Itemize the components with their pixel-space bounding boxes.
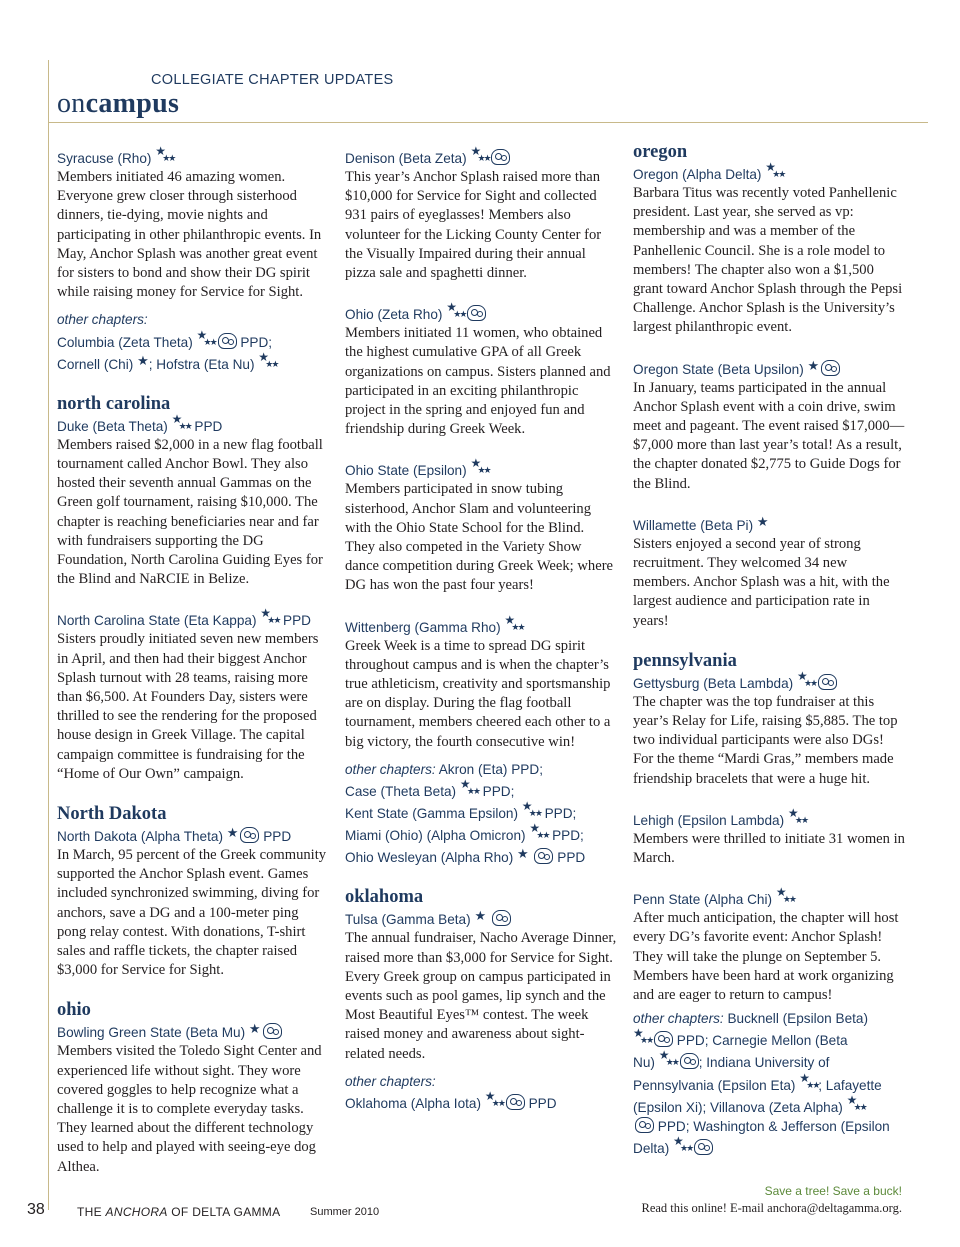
star-icon: ★: [756, 514, 769, 530]
stars-icon: ★ ★★: [658, 1048, 678, 1069]
star-icon: ★: [248, 1022, 261, 1038]
face-icon: [467, 305, 486, 321]
face-icon: [491, 149, 510, 165]
stars-icon: ★ ★★: [521, 799, 541, 820]
page-title: [57, 88, 179, 120]
stars-icon: ★ ★★: [787, 805, 808, 826]
chapter-heading: Wittenberg (Gamma Rho) ★ ★★: [345, 612, 524, 635]
chapter-body: Sisters proudly initiated seven new members in April, and then had their biggest Anchor Splash turnout with 28 teams, raising more than $6,500. At Founders Day, sisters were thrilled to see the rendering for the proposed house design in Greek Village. The capital campaign committee is fundraising for the “Home of Our Own” campaign.: [57, 631, 319, 782]
stars-icon: ★ ★★: [470, 144, 490, 164]
chapter-body: After much anticipation, the chapter will host every DG’s favorite event: Anchor Splash! They will take the plunge on September 5. Members have been hard at work organizing and are eager to return to campus!: [633, 910, 899, 1004]
stars-icon: ★ ★★: [196, 327, 216, 348]
face-icon: [240, 827, 259, 843]
star-icon: ★: [517, 847, 529, 863]
face-icon: [680, 1053, 699, 1069]
chapter-body: Members initiated 46 amazing women. Everyone grew closer through sisterhood dinners, tie-dying, movie nights and participating in other philanthropic events. In May, Anchor Splash was another great event for sisters to bond and show their DG spirit while raising money for Service for Sight.: [57, 169, 322, 301]
state-heading: pennsylvania: [633, 650, 737, 671]
title-bold: campus: [85, 88, 180, 119]
chapter-heading: Denison (Beta Zeta) ★ ★★: [345, 146, 617, 168]
state-heading: north carolina: [57, 393, 171, 414]
face-icon: [818, 674, 837, 690]
other-chapters: other chapters: Oklahoma (Alpha Iota) ★ ★★ PPD: [345, 1073, 557, 1111]
chapter-body: Greek Week is a time to spread DG spirit throughout campus and is when the chapter’s true athleticism, creativity and sportsmanship are on display. During the flag football tournament, members cheered each other to a big victory, the fourth consecutive win!: [345, 637, 611, 750]
issue-date: Summer 2010: [310, 1206, 380, 1218]
chapter-heading: Lehigh (Epsilon Lambda) ★ ★★: [633, 805, 808, 828]
face-icon: [218, 333, 237, 349]
chapter-heading: Ohio State (Epsilon) ★ ★★: [345, 456, 490, 479]
save-tree-note: Save a tree! Save a buck!: [764, 1184, 902, 1198]
chapter-body: The chapter was the top fundraiser at this year’s Relay for Life, raising $5,885. The top two individual participants were also DGs! For the theme “Mardi Gras,” members made friendship bracelets that were a huge hit.: [633, 693, 898, 787]
chapter-body: Members visited the Toledo Sight Center and experienced life without sight. They wore covered goggles to help recognize what a challenge it is to complete everyday tasks. They learned about the different technology used to help and played with seeing-eye dog Althea.: [57, 1043, 322, 1175]
stars-icon: ★ ★★: [470, 456, 490, 477]
chapter-heading: Ohio (Zeta Rho) ★ ★★: [345, 302, 617, 324]
stars-icon: ★ ★★: [484, 1088, 504, 1109]
chapter-heading: Oregon (Alpha Delta) ★ ★★: [633, 160, 785, 182]
chapter-heading: North Dakota (Alpha Theta) ★ PPD: [57, 825, 292, 844]
chapter-body: This year’s Anchor Splash raised more than $10,000 for Service for Sight and collected 931 pairs of eyeglasses! Members also volunteer for the Licking County Center for the Visually Impaired during their annual pizza sale and spaghetti dinner.: [345, 169, 602, 282]
chapter-heading: Oregon State (Beta Upsilon) ★: [633, 357, 905, 379]
stars-icon: ★ ★★: [446, 300, 466, 321]
column-2: [345, 142, 617, 1113]
stars-icon: ★ ★★: [765, 160, 785, 180]
face-icon: [263, 1023, 282, 1039]
chapter-body: Sisters enjoyed a second year of strong recruitment. They welcomed 34 new members. Anchor Splash was a hit, with the largest audience and participation rate in years!: [633, 535, 890, 629]
chapter-body: Members participated in snow tubing sisterhood, Anchor Slam and volunteering with the Ohio State School for the Blind. They also competed in the Variety Show dance competition during Greek Week; where DG has won the past four years!: [345, 481, 614, 594]
state-heading: oklahoma: [345, 887, 424, 908]
header-rule: [48, 122, 928, 123]
other-chapters: other chapters: Akron (Eta) PPD; Case (Theta Beta) ★ ★★ PPD; Kent State (Gamma Epsilon) ★ ★★ PPD; Miami (Ohio) (Alpha Omicron) ★ ★★ PPD; Ohio Wesleyan (Alpha Rho) ★ PPD: [345, 761, 586, 866]
other-chapters: other chapters: Bucknell (Epsilon Beta) ★ ★★ PPD; Carnegie Mellon (Beta Nu) ★ ★★ ; Indiana University of Pennsylvania (Epsilon Eta) ★ ★★ ; Lafayette (Epsilon Xi); Villanova (Zeta Alpha) ★ ★★ PPD; Washington & Jefferson (Epsilon Delta) ★ ★★: [633, 1011, 890, 1156]
chapter-body: Members raised $2,000 in a new flag football tournament called Anchor Bowl. They also hosted their seventh annual Gammas on the Green golf tournament, raising $10,000. The chapter is reaching beneficiaries near and far with fundraisers supporting the DG Foundation, North Carolina Guiding Eyes for the Blind and NaRCIE in Belize.: [57, 436, 323, 588]
stars-icon: ★ ★★: [155, 144, 175, 164]
column-3: [633, 142, 905, 1158]
chapter-body: Members were thrilled to initiate 31 women in March.: [633, 830, 905, 867]
face-icon: [635, 1117, 654, 1133]
face-icon: [506, 1094, 525, 1110]
state-heading: ohio: [57, 1000, 91, 1021]
face-icon: [654, 1031, 673, 1047]
stars-icon: ★ ★★: [846, 1092, 866, 1113]
stars-icon: ★ ★★: [796, 668, 817, 689]
stars-icon: ★ ★★: [775, 885, 795, 906]
title-light: on: [57, 88, 86, 119]
chapter-heading: Syracuse (Rho) ★ ★★: [57, 144, 175, 166]
stars-icon: ★ ★★: [459, 776, 479, 797]
column-1: [57, 142, 329, 1177]
state-heading: North Dakota: [57, 803, 167, 824]
face-icon: [821, 360, 840, 376]
chapter-heading: Bowling Green State (Beta Mu) ★: [57, 1020, 329, 1042]
star-icon: ★: [807, 358, 820, 374]
stars-icon: ★ ★★: [529, 821, 549, 842]
stars-icon: ★ ★★: [171, 411, 191, 432]
chapter-body: In January, teams participated in the annual Anchor Splash event with a coin drive, swim meet and pageant. The event raised $17,000—$7,000 more than last year’s total! As a result, the chapter donated $2,775 to Guide Dogs for the Blind.: [633, 379, 905, 492]
star-icon: ★: [474, 909, 487, 925]
face-icon: [492, 910, 511, 926]
chapter-body: Members initiated 11 women, who obtained the highest cumulative GPA of all Greek organizations on campus. Sisters planned and participated in an exciting philanthropic project in the spring and enjoyed fun and friendship during Greek Week.: [345, 325, 611, 438]
chapter-heading: Penn State (Alpha Chi) ★ ★★: [633, 885, 795, 908]
stars-icon: ★ ★★: [633, 1026, 653, 1047]
stars-icon: ★ ★★: [799, 1070, 819, 1091]
page-number: 38: [27, 1201, 45, 1218]
chapter-heading: Willamette (Beta Pi) ★: [633, 514, 769, 533]
face-icon: [694, 1139, 713, 1155]
chapter-heading: Tulsa (Gamma Beta) ★: [345, 907, 617, 929]
magazine-name: THE ANCHORA OF DELTA GAMMA: [77, 1205, 281, 1219]
chapter-body: Barbara Titus was recently voted Panhellenic president. Last year, she served as vp: membership and was a member of the Panhellenic Council. She is a role model to members! The chapter also won a $1,500 grant toward Anchor Splash through the Pepsi Challenge. Anchor Splash is the University’s largest philanthropic event.: [633, 185, 903, 336]
face-icon: [534, 848, 553, 864]
chapter-heading: Duke (Beta Theta) ★ ★★ PPD: [57, 411, 223, 434]
stars-icon: ★ ★★: [258, 349, 278, 370]
chapter-heading: Gettysburg (Beta Lambda) ★ ★★: [633, 671, 905, 693]
chapter-body: The annual fundraiser, Nacho Average Dinner, raised more than $3,000 for Service for Sight. Every Greek group on campus participated in events such as pool games, lip synch and the Most Beautiful Eyes™ contest. The week raised money and awareness about sight-related needs.: [345, 930, 617, 1062]
stars-icon: ★ ★★: [504, 612, 524, 633]
chapter-heading: North Carolina State (Eta Kappa) ★ ★★ PPD: [57, 606, 311, 629]
stars-icon: ★ ★★: [260, 606, 280, 627]
other-chapters: other chapters: Columbia (Zeta Theta) ★ ★★ PPD; Cornell (Chi) ★; Hofstra (Eta Nu) ★ ★★: [57, 312, 278, 372]
state-heading: oregon: [633, 142, 688, 162]
left-rule: [48, 60, 49, 1210]
star-icon: ★: [137, 353, 149, 369]
chapter-body: In March, 95 percent of the Greek community supported the Anchor Splash event. Games included synchronized swimming, diving for anchors, save a DG and a 100-meter ping pong relay contest. With donations, T-shirt sales and raffle tickets, the chapter raised $3,000 for Service for Sight.: [57, 846, 327, 979]
read-online-note: Read this online! E-mail anchora@deltagamma.org.: [641, 1201, 902, 1215]
stars-icon: ★ ★★: [673, 1133, 693, 1154]
section-label: COLLEGIATE CHAPTER UPDATES: [151, 72, 394, 88]
star-icon: ★: [226, 825, 239, 841]
